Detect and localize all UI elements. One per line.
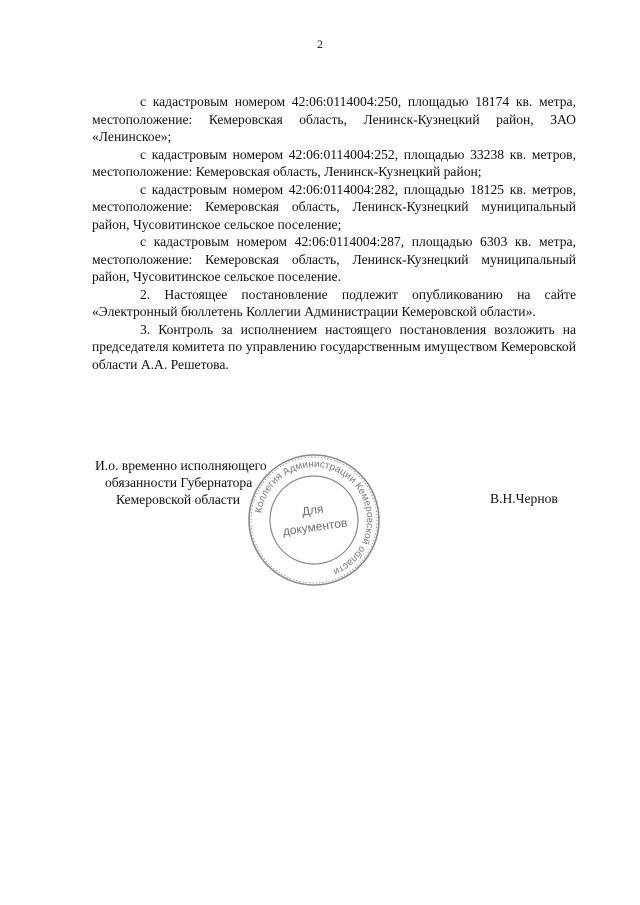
document-body: [92, 93, 576, 373]
paragraph-cadastral-287: с кадастровым номером 42:06:0114004:287, площадью 6303 кв. метра, местоположение: Кемеровская область, Ленинск-Кузнецкий муниципальный район, Чусовитинское сельское поселение.: [92, 234, 576, 284]
official-seal: [247, 453, 381, 587]
paragraph-cadastral-250: с кадастровым номером 42:06:0114004:250, площадью 18174 кв. метра, местоположение: Кемеровская область, Ленинск-Кузнецкий район, ЗАО «Ленинское»;: [92, 94, 576, 144]
paragraph-cadastral-282: с кадастровым номером 42:06:0114004:282, площадью 18125 кв. метров, местоположение: Кемеровская область, Ленинск-Кузнецкий муниципальный район, Чусовитинское сельское поселение;: [92, 181, 576, 232]
signatory-title-line-3: Кемеровской области: [116, 492, 241, 507]
paragraph-cadastral-252: с кадастровым номером 42:06:0114004:252, площадью 33238 кв. метров, местоположение: Кемеровская область, Ленинск-Кузнецкий район;: [92, 146, 576, 179]
seal-center-line-1: Для: [300, 501, 325, 519]
signatory-name: В.Н.Чернов: [490, 491, 558, 506]
page-number: 2: [317, 37, 323, 51]
signatory-title-line-2: обязанности Губернатора: [105, 475, 253, 490]
seal-ring-text: Коллегия Администрации Кемеровской области: [253, 458, 376, 577]
seal-center-line-2: документов: [281, 515, 349, 539]
paragraph-control: 3. Контроль за исполнением настоящего постановления возложить на председателя комитета по управлению государственным имуществом Кемеровской области А.А. Решетова.: [92, 321, 576, 372]
signatory-title-line-1: И.о. временно исполняющего: [95, 458, 267, 473]
paragraph-publication: 2. Настоящее постановление подлежит опубликованию на сайте «Электронный бюллетень Коллегии Администрации Кемеровской области».: [92, 286, 576, 319]
